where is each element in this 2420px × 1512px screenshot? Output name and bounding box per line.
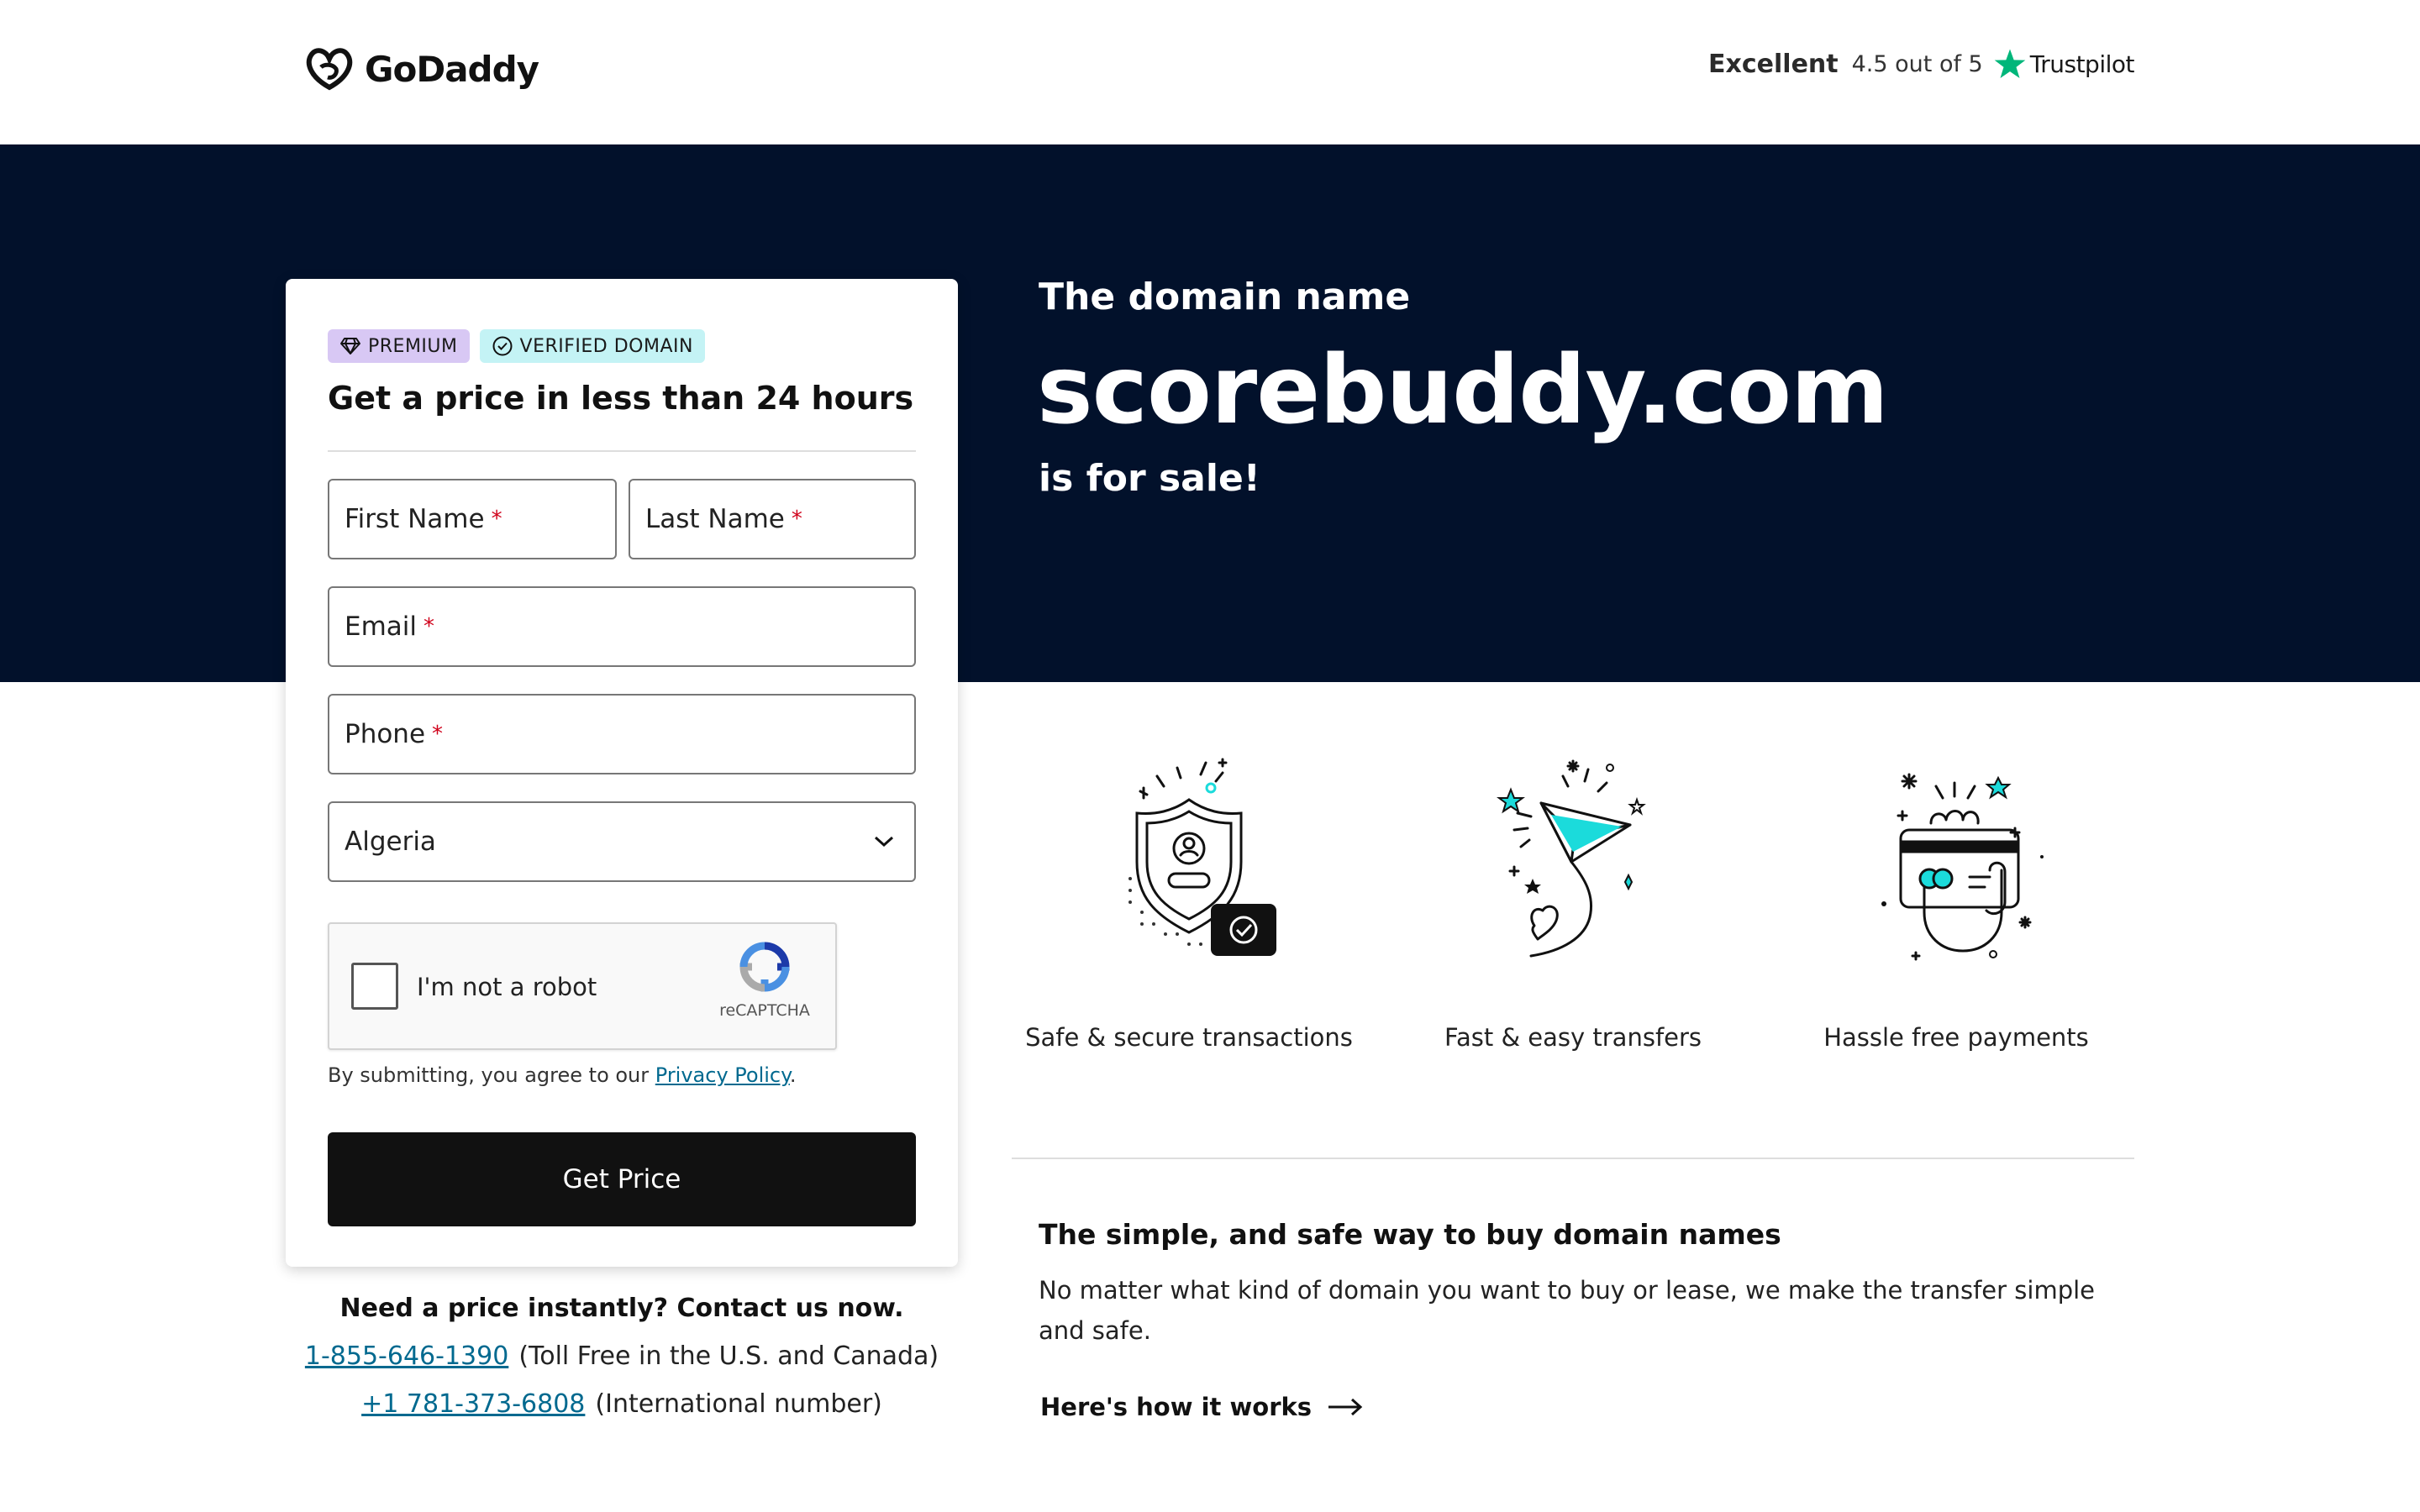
check-circle-icon	[492, 335, 513, 357]
tollfree-note: (Toll Free in the U.S. and Canada)	[518, 1341, 939, 1371]
required-asterisk: *	[432, 722, 444, 747]
feature-label: Fast & easy transfers	[1444, 1023, 1702, 1052]
email-label: Email	[345, 612, 418, 642]
first-name-field[interactable]	[328, 479, 617, 559]
hero-eyebrow: The domain name	[1039, 276, 1411, 318]
diamond-icon	[339, 337, 361, 355]
required-asterisk: *	[491, 507, 502, 532]
privacy-policy-link[interactable]: Privacy Policy	[655, 1063, 790, 1087]
trustpilot-brand-text: Trustpilot	[2029, 50, 2134, 78]
how-it-works-link[interactable]	[1040, 1393, 1364, 1421]
agreement-text: By submitting, you agree to our	[328, 1063, 655, 1087]
price-request-form	[286, 279, 958, 1267]
country-select-value: Algeria	[345, 827, 436, 857]
recaptcha-label: I'm not a robot	[417, 973, 597, 1001]
feature-label: Hassle free payments	[1823, 1023, 2089, 1052]
tollfree-phone-link[interactable]: 1-855-646-1390	[304, 1341, 509, 1371]
info-body: No matter what kind of domain you want to buy or lease, we make the transfer simple and safe.	[1039, 1276, 2096, 1345]
trustpilot-logo	[1993, 47, 2134, 81]
recaptcha-logo	[714, 939, 815, 1020]
required-asterisk: *	[791, 507, 802, 532]
phone-field[interactable]	[328, 694, 916, 774]
recaptcha-checkbox[interactable]	[351, 963, 398, 1010]
contact-line-international	[286, 1389, 958, 1419]
paper-plane-icon	[1481, 753, 1665, 974]
section-divider	[1012, 1158, 2134, 1159]
badge-group	[328, 329, 705, 363]
required-asterisk: *	[424, 614, 435, 639]
rating-score: 4.5 out of 5	[1851, 50, 1983, 77]
international-note: (International number)	[595, 1389, 882, 1419]
brand-name: GoDaddy	[365, 48, 539, 90]
trustpilot-star-icon	[1993, 47, 2027, 81]
recaptcha-widget	[328, 922, 837, 1050]
recaptcha-brand: reCAPTCHA	[719, 1001, 810, 1020]
how-it-works-label: Here's how it works	[1040, 1393, 1313, 1421]
premium-badge	[328, 329, 470, 363]
get-price-button[interactable]: Get Price	[328, 1132, 916, 1226]
chevron-down-icon	[872, 834, 896, 849]
contact-title: Need a price instantly? Contact us now.	[339, 1294, 904, 1323]
international-phone-link[interactable]: +1 781-373-6808	[361, 1389, 586, 1419]
feature-label: Safe & secure transactions	[1025, 1023, 1353, 1052]
verified-badge-label: VERIFIED DOMAIN	[519, 335, 693, 357]
form-title: Get a price in less than 24 hours	[328, 380, 914, 417]
shield-check-icon	[1097, 753, 1281, 974]
card-hand-icon	[1864, 753, 2049, 974]
recaptcha-icon	[737, 939, 792, 995]
agreement-period: .	[789, 1063, 797, 1087]
country-select[interactable]	[328, 801, 916, 882]
domain-name-heading: scorebuddy.com	[1037, 336, 1888, 445]
for-sale-text: is for sale!	[1039, 457, 1260, 500]
site-header	[0, 0, 2420, 144]
last-name-field[interactable]	[629, 479, 916, 559]
last-name-label: Last Name	[645, 504, 785, 534]
form-divider	[328, 450, 916, 452]
godaddy-logo-icon	[302, 45, 356, 92]
rating-word: Excellent	[1708, 49, 1839, 79]
feature-secure	[1021, 753, 1357, 1052]
feature-transfers	[1405, 753, 1741, 1052]
info-title: The simple, and safe way to buy domain names	[1039, 1218, 1781, 1251]
phone-label: Phone	[345, 719, 426, 749]
contact-block	[286, 1294, 958, 1419]
email-field[interactable]	[328, 586, 916, 667]
verified-domain-badge	[480, 329, 705, 363]
trustpilot-rating[interactable]	[1708, 47, 2134, 81]
premium-badge-label: PREMIUM	[368, 335, 458, 357]
first-name-label: First Name	[345, 504, 485, 534]
contact-line-tollfree	[286, 1341, 958, 1371]
arrow-right-icon	[1327, 1397, 1364, 1417]
feature-payments	[1788, 753, 2124, 1052]
godaddy-logo[interactable]	[302, 45, 539, 92]
privacy-agreement	[328, 1063, 797, 1087]
